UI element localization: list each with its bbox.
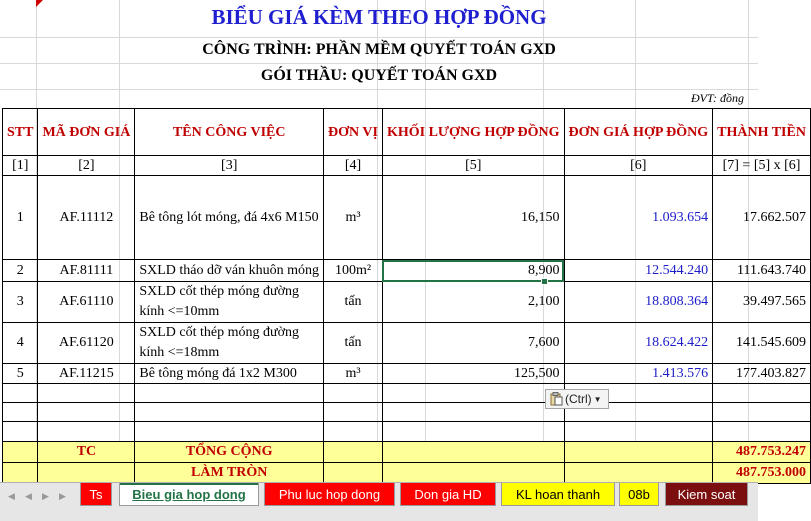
- index-cell[interactable]: [1]: [3, 156, 38, 176]
- cell-qty[interactable]: 7,600: [382, 323, 564, 364]
- cell-unit[interactable]: m³: [324, 364, 383, 384]
- cell-price[interactable]: 1.093.654: [564, 176, 713, 260]
- price-table: [2, 108, 811, 484]
- empty-row: [3, 422, 811, 442]
- cell-price[interactable]: 12.544.240: [564, 260, 713, 282]
- table-row: [3, 323, 811, 364]
- empty-cell[interactable]: [324, 384, 383, 403]
- rounded-row: [3, 463, 811, 484]
- empty-cell[interactable]: [3, 384, 38, 403]
- scroll-last-sheet-icon[interactable]: ▶: [59, 491, 66, 501]
- cell-price[interactable]: 1.413.576: [564, 364, 713, 384]
- total-empty-cell[interactable]: [324, 442, 383, 463]
- cell-code[interactable]: AF.11112: [38, 176, 135, 260]
- empty-cell[interactable]: [382, 403, 564, 422]
- cell-stt[interactable]: 4: [3, 323, 38, 364]
- rounded-empty-cell[interactable]: [324, 463, 383, 484]
- table-row: [3, 176, 811, 260]
- scroll-first-sheet-icon[interactable]: ◀: [8, 491, 15, 501]
- cell-name[interactable]: SXLD cốt thép móng đường kính <=10mm: [135, 282, 324, 323]
- page-title: BIỂU GIÁ KÈM THEO HỢP ĐỒNG: [211, 5, 547, 29]
- paste-options-button[interactable]: [545, 389, 609, 409]
- sheet-tab-ts[interactable]: Ts: [80, 483, 112, 506]
- empty-cell[interactable]: [135, 403, 324, 422]
- cell-code[interactable]: AF.61120: [38, 323, 135, 364]
- total-stt-cell[interactable]: [3, 442, 38, 463]
- index-cell[interactable]: [3]: [135, 156, 324, 176]
- empty-cell[interactable]: [135, 422, 324, 442]
- cell-amount[interactable]: 17.662.507: [713, 176, 811, 260]
- empty-row: [3, 384, 811, 403]
- index-cell[interactable]: [4]: [324, 156, 383, 176]
- cell-unit[interactable]: m³: [324, 176, 383, 260]
- table-row: [3, 282, 811, 323]
- empty-cell[interactable]: [135, 384, 324, 403]
- total-amount[interactable]: 487.753.247: [713, 442, 811, 463]
- total-label[interactable]: TỔNG CỘNG: [135, 442, 324, 463]
- chevron-down-icon: ▼: [593, 394, 602, 404]
- total-code[interactable]: TC: [38, 442, 135, 463]
- cell-name[interactable]: SXLD tháo dỡ ván khuôn móng: [135, 260, 324, 282]
- rounded-amount[interactable]: 487.753.000: [713, 463, 811, 484]
- cell-unit[interactable]: 100m²: [324, 260, 383, 282]
- cell-stt[interactable]: 3: [3, 282, 38, 323]
- empty-cell[interactable]: [38, 422, 135, 442]
- sheet-tab-phu-luc-hop-dong[interactable]: Phu luc hop dong: [264, 483, 395, 506]
- empty-cell[interactable]: [564, 422, 713, 442]
- rounded-label[interactable]: LÀM TRÒN: [135, 463, 324, 484]
- cell-amount[interactable]: 177.403.827: [713, 364, 811, 384]
- cell-code[interactable]: AF.81111: [38, 260, 135, 282]
- scroll-next-sheet-icon[interactable]: ▶: [42, 491, 49, 501]
- sheet-nav: [4, 489, 70, 504]
- cell-price[interactable]: 18.808.364: [564, 282, 713, 323]
- cell-amount[interactable]: 141.545.609: [713, 323, 811, 364]
- cell-price[interactable]: 18.624.422: [564, 323, 713, 364]
- empty-cell[interactable]: [3, 403, 38, 422]
- header-name[interactable]: TÊN CÔNG VIỆC: [135, 109, 324, 156]
- cell-qty[interactable]: 2,100: [382, 282, 564, 323]
- empty-cell[interactable]: [382, 384, 564, 403]
- index-cell[interactable]: [2]: [38, 156, 135, 176]
- cell-stt[interactable]: 5: [3, 364, 38, 384]
- unit-note: ĐVT: đồng: [690, 91, 744, 105]
- index-cell[interactable]: [7] = [5] x [6]: [713, 156, 811, 176]
- table-row: [3, 364, 811, 384]
- header-row: [3, 109, 811, 156]
- empty-cell[interactable]: [382, 422, 564, 442]
- total-empty-cell[interactable]: [564, 442, 713, 463]
- sheet-tab-don-gia-hd[interactable]: Don gia HD: [400, 483, 496, 506]
- sheet-tab-bieu-gia-hop-dong[interactable]: Bieu gia hop dong: [119, 483, 259, 506]
- header-qty[interactable]: KHỐI LƯỢNG HỢP ĐỒNG: [382, 109, 564, 156]
- empty-cell[interactable]: [713, 384, 811, 403]
- cell-name[interactable]: Bê tông móng đá 1x2 M300: [135, 364, 324, 384]
- index-cell[interactable]: [6]: [564, 156, 713, 176]
- sheet-tab-kiem-soat[interactable]: Kiem soat: [665, 483, 748, 506]
- rounded-empty-cell[interactable]: [382, 463, 564, 484]
- scroll-prev-sheet-icon[interactable]: ◀: [25, 491, 32, 501]
- fill-handle[interactable]: [541, 278, 548, 285]
- paste-options-label: (Ctrl): [565, 392, 592, 406]
- header-unit[interactable]: ĐƠN VỊ: [324, 109, 383, 156]
- cell-code[interactable]: AF.61110: [38, 282, 135, 323]
- project-line: CÔNG TRÌNH: PHẦN MỀM QUYẾT TOÁN GXD: [202, 41, 556, 58]
- total-row: [3, 442, 811, 463]
- sheet-tab-kl-hoan-thanh[interactable]: KL hoan thanh: [501, 483, 615, 506]
- rounded-empty-cell[interactable]: [564, 463, 713, 484]
- empty-cell[interactable]: [713, 403, 811, 422]
- header-stt[interactable]: STT: [3, 109, 38, 156]
- cell-code[interactable]: AF.11215: [38, 364, 135, 384]
- clipboard-icon: [550, 392, 563, 406]
- empty-cell[interactable]: [38, 384, 135, 403]
- empty-cell[interactable]: [38, 403, 135, 422]
- total-empty-cell[interactable]: [382, 442, 564, 463]
- empty-cell[interactable]: [3, 422, 38, 442]
- index-cell[interactable]: [5]: [382, 156, 564, 176]
- index-row: [3, 156, 811, 176]
- cell-unit[interactable]: tấn: [324, 282, 383, 323]
- rounded-stt-cell[interactable]: [3, 463, 38, 484]
- cell-qty-selected[interactable]: 8,900: [382, 260, 564, 282]
- rounded-code-cell[interactable]: [38, 463, 135, 484]
- cell-qty[interactable]: 125,500: [382, 364, 564, 384]
- sheet-tab-bar: [0, 482, 758, 521]
- cell-name[interactable]: Bê tông lót móng, đá 4x6 M150: [135, 176, 324, 260]
- header-code[interactable]: MÃ ĐƠN GIÁ: [38, 109, 135, 156]
- sheet-tab-08b[interactable]: 08b: [619, 483, 659, 506]
- cell-amount[interactable]: 111.643.740: [713, 260, 811, 282]
- table-row: [3, 260, 811, 282]
- package-line: GÓI THẦU: QUYẾT TOÁN GXD: [260, 67, 498, 84]
- cell-name[interactable]: SXLD cốt thép móng đường kính <=18mm: [135, 323, 324, 364]
- empty-row: [3, 403, 811, 422]
- header-amount[interactable]: THÀNH TIỀN: [713, 109, 811, 156]
- cell-stt[interactable]: 2: [3, 260, 38, 282]
- empty-cell[interactable]: [324, 422, 383, 442]
- cell-unit[interactable]: tấn: [324, 323, 383, 364]
- cell-stt[interactable]: 1: [3, 176, 38, 260]
- cell-qty[interactable]: 16,150: [382, 176, 564, 260]
- empty-cell[interactable]: [324, 403, 383, 422]
- cell-amount[interactable]: 39.497.565: [713, 282, 811, 323]
- header-price[interactable]: ĐƠN GIÁ HỢP ĐỒNG: [564, 109, 713, 156]
- empty-cell[interactable]: [713, 422, 811, 442]
